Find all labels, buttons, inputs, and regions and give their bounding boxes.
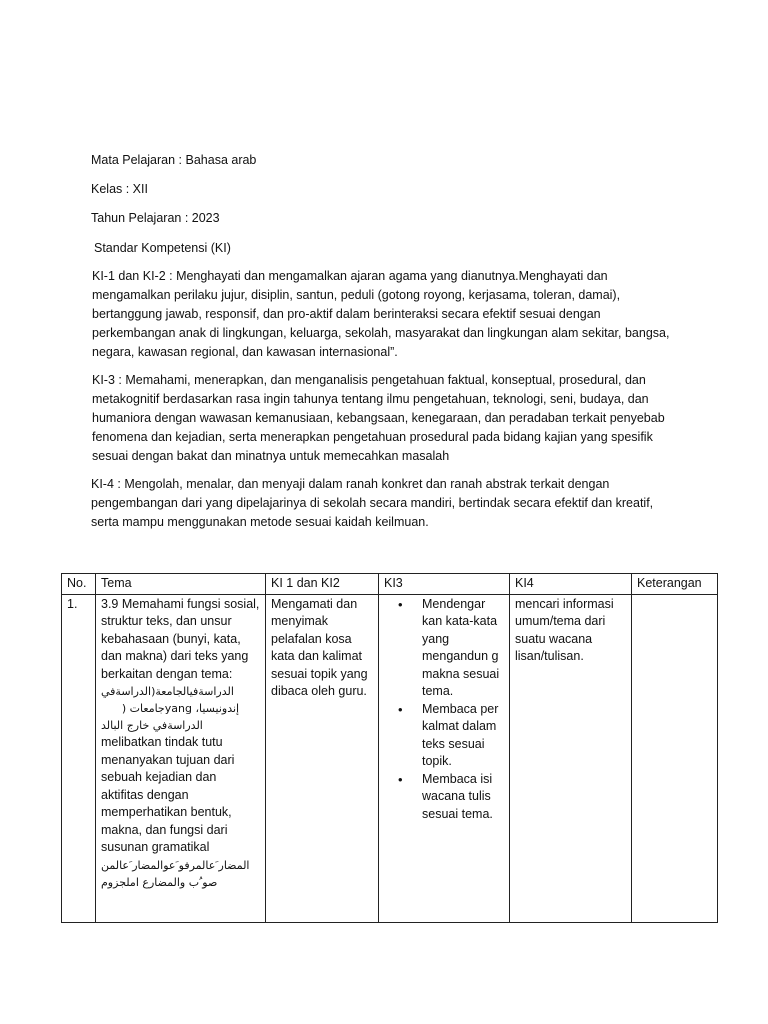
header-no: No. bbox=[62, 574, 96, 595]
tema-intro: 3.9 Memahami fungsi sosial, struktur teks, dan unsur kebahasaan (bunyi, kata, dan makna) dari teks yang berkaitan dengan tema: bbox=[101, 596, 260, 681]
cell-ki3 bbox=[379, 594, 510, 922]
subject-line: Mata Pelajaran : Bahasa arab bbox=[91, 153, 257, 167]
tema-arabic-5: صو ُب والمضارع املجزوم bbox=[101, 875, 218, 889]
standard-heading: Standar Kompetensi (KI) bbox=[94, 241, 231, 255]
tema-arabic-2: إندونيسيا، yangجامعات ( bbox=[121, 702, 240, 715]
cell-no: 1. bbox=[62, 594, 96, 922]
ki3-list bbox=[384, 596, 504, 824]
ki3-paragraph: KI-3 : Memahami, menerapkan, dan menganalisis pengetahuan faktual, konseptual, prosedural, dan metakognitif berdasarkan rasa ingin tahunya tentang ilmu pengetahuan, teknologi, seni, budaya, dan humaniora dengan wawasan kemanusiaan, kebangsaan, kenegaraan, dan peradaban terkait penyebab fenomena dan kejadian, serta menerapkan pengetahuan prosedural pada bidang kajian yang spesifik sesuai dengan bakat dan minatnya untuk memecahkan masalah bbox=[92, 373, 665, 463]
table-row bbox=[62, 594, 718, 922]
list-item: • Membaca per kalmat dalam teks sesuai topik. bbox=[408, 701, 504, 771]
ki4-paragraph: KI-4 : Mengolah, menalar, dan menyaji dalam ranah konkret dan ranah abstrak terkait dengan pengembangan dari yang dipelajarinya di sekolah secara mandiri, bertindak secara efektif dan kreatif, serta mampu menggunakan metode sesuai kaidah keilmuan. bbox=[91, 477, 654, 529]
tema-arabic-3: الدراسةفي خارج البالد bbox=[101, 719, 203, 732]
ki1-ki2-paragraph: KI-1 dan KI-2 : Menghayati dan mengamalkan ajaran agama yang dianutnya.Menghayati dan mengamalkan perilaku jujur, disiplin, santun, peduli (gotong royong, kerjasama, toleran, damai), bertanggung jawab, responsif, dan pro-aktif dalam berinteraksi secara efektif sesuai dengan perkembangan anak di lingkungan, keluarga, sekolah, masyarakat dan lingkungan alam sekitar, bangsa, negara, kawasan regional, dan kawasan internasional”. bbox=[92, 269, 670, 359]
list-item: • Mendengar kan kata-kata yang mengandun g makna sesuai tema. bbox=[408, 596, 504, 701]
header-keterangan: Keterangan bbox=[632, 574, 718, 595]
class-line: Kelas : XII bbox=[91, 182, 148, 196]
header-ki4: KI4 bbox=[510, 574, 632, 595]
cell-tema bbox=[96, 594, 266, 922]
tema-middle: melibatkan tindak tutu menanyakan tujuan dari sebuah kejadian dan aktifitas dengan memperhatikan bentuk, makna, dan fungsi dari susunan gramatikal bbox=[101, 735, 235, 854]
tema-arabic-1: الدراسةفيالجامعة(الدراسةفي bbox=[101, 685, 234, 698]
header-tema: Tema bbox=[96, 574, 266, 595]
list-item: • Membaca isi wacana tulis sesuai tema. bbox=[408, 771, 504, 824]
table-header-row bbox=[62, 574, 718, 595]
year-line: Tahun Pelajaran : 2023 bbox=[91, 211, 220, 225]
cell-ki12: Mengamati dan menyimak pelafalan kosa kata dan kalimat sesuai topik yang dibaca oleh guru. bbox=[266, 594, 379, 922]
competency-table bbox=[61, 573, 718, 923]
tema-arabic-4: المضار َعالمرفو َعوالمضار َعالمن bbox=[101, 858, 250, 872]
cell-keterangan bbox=[632, 594, 718, 922]
header-ki12: KI 1 dan KI2 bbox=[266, 574, 379, 595]
header-ki3: KI3 bbox=[379, 574, 510, 595]
cell-ki4: mencari informasi umum/tema dari suatu wacana lisan/tulisan. bbox=[510, 594, 632, 922]
